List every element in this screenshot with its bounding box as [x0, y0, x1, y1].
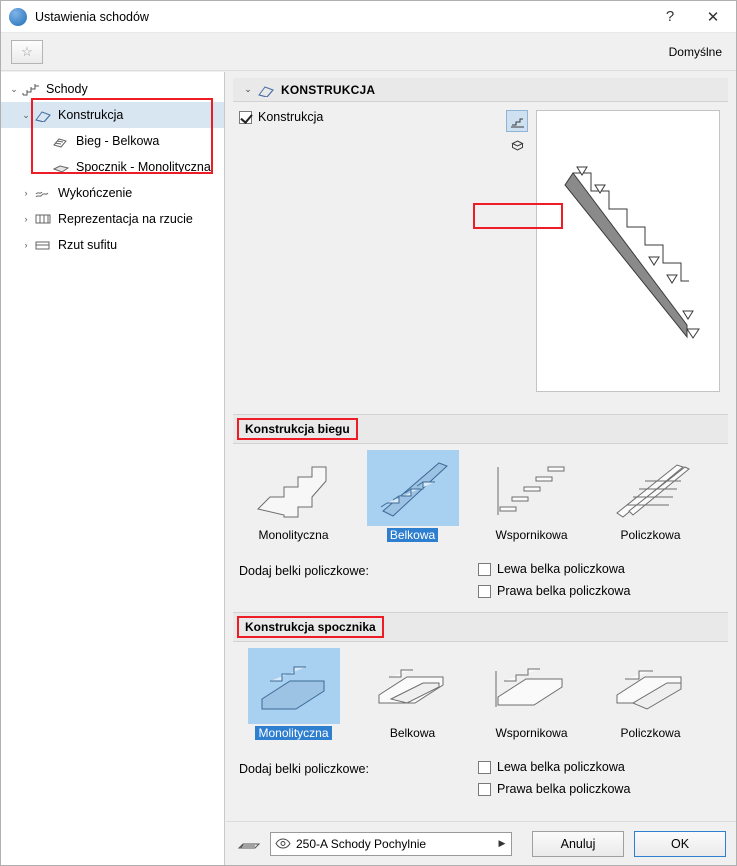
flight-tile-label: Monolityczna	[258, 528, 329, 542]
landing-left-stringer-label: Lewa belka policzkowa	[497, 760, 625, 774]
close-button[interactable]: ✕	[706, 8, 720, 26]
preview-view-buttons	[506, 110, 528, 160]
landing-tile-belkowa[interactable]	[354, 648, 471, 752]
defaults-label[interactable]: Domyślne	[668, 44, 722, 59]
flight-group-title: Konstrukcja biegu	[237, 418, 358, 440]
flight-group-header	[233, 414, 728, 444]
sidebar-item-label: Spocznik - Monolityczna	[76, 160, 211, 174]
flight-icon	[51, 133, 71, 149]
section-view-icon	[510, 114, 525, 129]
structure-checkbox-label: Konstrukcja	[258, 110, 324, 124]
layer-value: 250-A Schody Pochylnie	[296, 836, 427, 851]
flight-tile-monolityczna[interactable]	[235, 450, 352, 554]
structure-icon	[257, 83, 275, 97]
dialog-toolbar	[1, 33, 736, 71]
stringer-flight-icon	[605, 450, 697, 526]
help-button[interactable]: ?	[665, 8, 675, 25]
landing-tile-wspornikowa[interactable]	[473, 648, 590, 752]
pen-icon[interactable]	[236, 835, 262, 853]
stair-preview[interactable]	[536, 110, 720, 392]
flight-stringer-checkboxes	[478, 562, 728, 606]
landing-group-header	[233, 612, 728, 642]
sidebar-item-label: Reprezentacja na rzucie	[58, 212, 193, 226]
favorites-button[interactable]	[11, 40, 43, 64]
sidebar-item-rzut-sufitu[interactable]	[1, 232, 224, 258]
beam-landing-icon	[367, 648, 459, 724]
monolithic-landing-icon	[248, 648, 340, 724]
chevron-down-icon[interactable]: ⌄	[244, 84, 252, 94]
flight-tile-label: Policzkowa	[620, 528, 681, 542]
stair-section-preview	[537, 111, 719, 391]
layer-combobox[interactable]	[270, 832, 512, 856]
landing-right-stringer-row[interactable]	[478, 782, 728, 796]
flight-tile-policzkowa[interactable]	[592, 450, 709, 554]
chevron-down-icon[interactable]: ⌄	[22, 109, 30, 120]
sidebar-item-wykonczenie[interactable]	[1, 180, 224, 206]
landing-tile-label: Monolityczna	[255, 726, 331, 740]
title-bar	[1, 1, 736, 33]
flight-add-stringers-row	[233, 556, 728, 612]
app-icon	[9, 8, 27, 26]
landing-add-stringers-row	[233, 754, 728, 810]
cantilever-landing-icon	[486, 648, 578, 724]
dialog-footer	[226, 821, 736, 865]
flight-right-stringer-checkbox[interactable]	[478, 585, 491, 598]
beam-flight-icon	[367, 450, 459, 526]
flight-left-stringer-row[interactable]	[478, 562, 728, 576]
sidebar-item-reprezentacja-na-rzucie[interactable]	[1, 206, 224, 232]
eye-icon	[275, 838, 291, 849]
sidebar-item-bieg-belkowa[interactable]	[1, 128, 224, 154]
stringer-landing-icon	[605, 648, 697, 724]
monolithic-flight-icon	[248, 450, 340, 526]
flight-tile-belkowa[interactable]	[354, 450, 471, 554]
flight-left-stringer-label: Lewa belka policzkowa	[497, 562, 625, 576]
window-title: Ustawienia schodów	[35, 9, 149, 24]
landing-tile-label: Belkowa	[389, 726, 436, 740]
3d-view-icon	[510, 139, 525, 154]
sidebar-item-label: Wykończenie	[58, 186, 133, 200]
flight-tiles	[233, 444, 728, 556]
flight-tile-wspornikowa[interactable]	[473, 450, 590, 554]
stairs-icon	[21, 81, 41, 97]
flight-left-stringer-checkbox[interactable]	[478, 563, 491, 576]
flight-tile-label: Wspornikowa	[495, 528, 568, 542]
chevron-right-icon[interactable]: ▶	[498, 838, 506, 848]
plan-representation-icon	[33, 211, 53, 227]
finish-icon	[33, 185, 53, 201]
landing-tile-monolityczna[interactable]	[235, 648, 352, 752]
structure-icon	[33, 107, 53, 123]
chevron-down-icon[interactable]: ⌄	[10, 83, 18, 94]
cancel-button[interactable]: Anuluj	[532, 831, 624, 857]
3d-view-button[interactable]	[506, 135, 528, 157]
chevron-right-icon[interactable]: ›	[24, 214, 28, 224]
landing-right-stringer-label: Prawa belka policzkowa	[497, 782, 631, 796]
sidebar-item-label: Bieg - Belkowa	[76, 134, 160, 148]
structure-checkbox[interactable]	[239, 111, 252, 124]
landing-add-stringers-label: Dodaj belki policzkowe:	[239, 762, 369, 776]
landing-tile-policzkowa[interactable]	[592, 648, 709, 752]
landing-icon	[51, 159, 71, 175]
flight-right-stringer-row[interactable]	[478, 584, 728, 598]
flight-add-stringers-label: Dodaj belki policzkowe:	[239, 564, 369, 578]
flight-tile-label: Belkowa	[387, 528, 438, 542]
landing-left-stringer-row[interactable]	[478, 760, 728, 774]
ok-button[interactable]: OK	[634, 831, 726, 857]
dialog-body	[1, 72, 736, 865]
sidebar-item-label: Schody	[46, 82, 88, 96]
landing-stringer-checkboxes	[478, 760, 728, 804]
structure-panel	[233, 102, 728, 414]
ceiling-plan-icon	[33, 237, 53, 253]
sidebar-item-konstrukcja[interactable]	[1, 102, 224, 128]
sidebar-item-spocznik-monolityczna[interactable]	[1, 154, 224, 180]
chevron-right-icon[interactable]: ›	[24, 188, 28, 198]
settings-tree	[1, 72, 225, 865]
cantilever-flight-icon	[486, 450, 578, 526]
landing-left-stringer-checkbox[interactable]	[478, 761, 491, 774]
section-title: KONSTRUKCJA	[281, 82, 376, 97]
star-icon: ☆	[21, 43, 33, 59]
landing-group-title: Konstrukcja spocznika	[237, 616, 384, 638]
section-header-konstrukcja[interactable]	[233, 78, 728, 102]
landing-tile-label: Policzkowa	[620, 726, 681, 740]
landing-tile-label: Wspornikowa	[495, 726, 568, 740]
section-view-button[interactable]	[506, 110, 528, 132]
chevron-right-icon[interactable]: ›	[24, 240, 28, 250]
sidebar-item-schody[interactable]	[1, 76, 224, 102]
flight-right-stringer-label: Prawa belka policzkowa	[497, 584, 631, 598]
sidebar-item-label: Konstrukcja	[58, 108, 124, 122]
settings-content	[225, 72, 736, 865]
landing-right-stringer-checkbox[interactable]	[478, 783, 491, 796]
landing-tiles	[233, 642, 728, 754]
sidebar-item-label: Rzut sufitu	[58, 238, 118, 252]
